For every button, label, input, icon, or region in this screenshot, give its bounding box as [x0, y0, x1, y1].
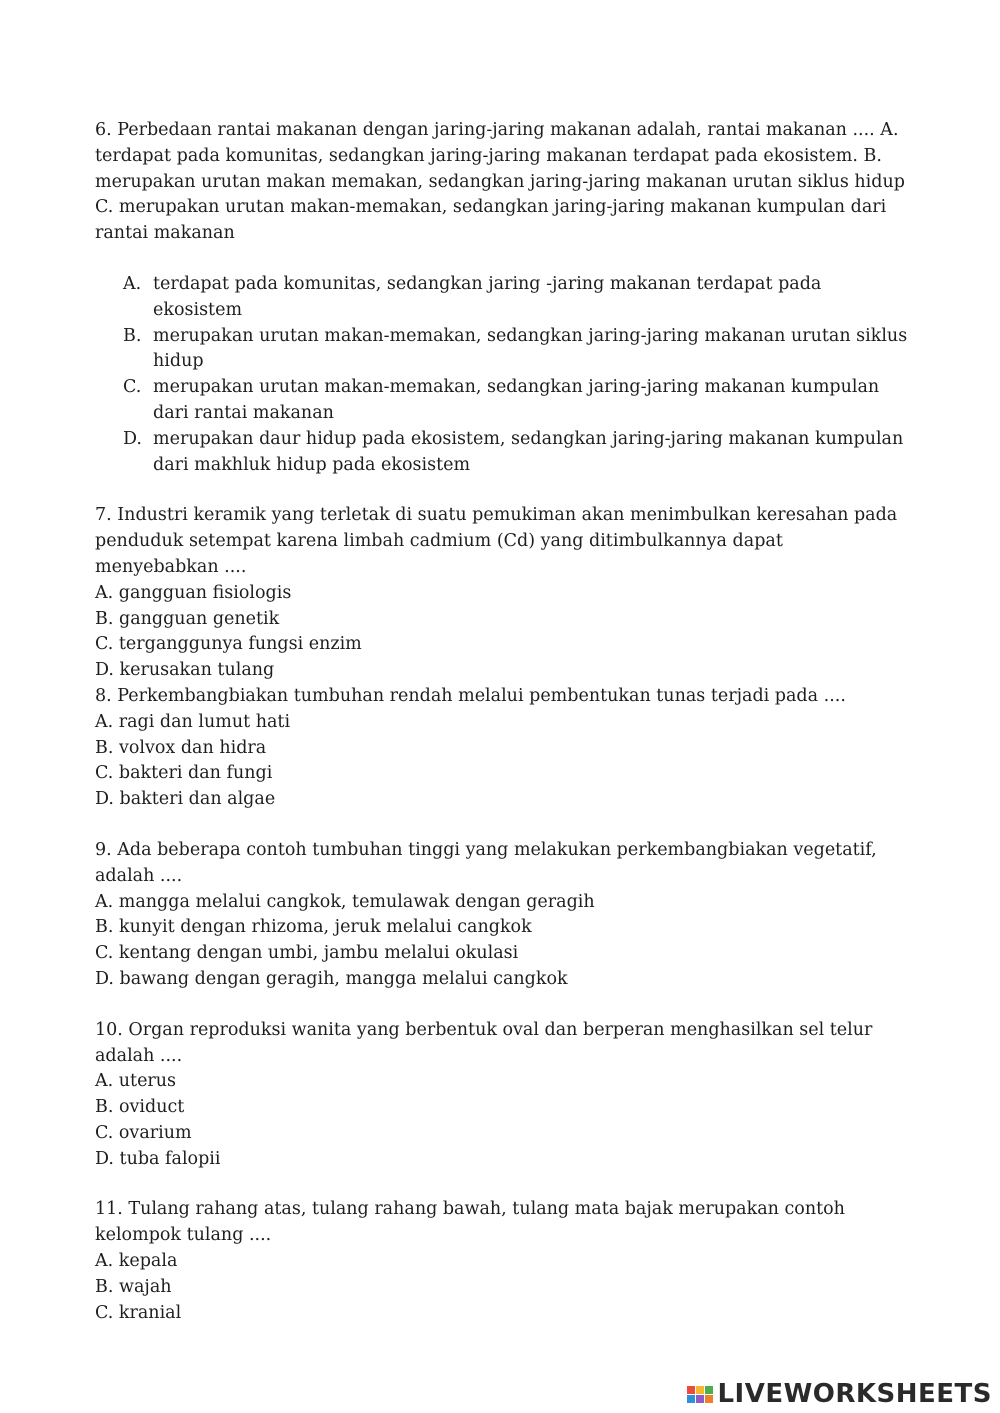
question-10-option-b[interactable]: B. oviduct — [95, 1097, 185, 1118]
logo-tile — [687, 1395, 695, 1403]
option-letter: B. — [123, 325, 142, 346]
question-7-option-d[interactable]: D. kerusakan tulang — [95, 660, 275, 681]
logo-tile — [705, 1386, 713, 1394]
question-7-option-b[interactable]: B. gangguan genetik — [95, 608, 280, 629]
logo-tile — [705, 1395, 713, 1403]
question-9-option-a[interactable]: A. mangga melalui cangkok, temulawak dengan geragih — [95, 891, 595, 912]
question-9-text: 9. Ada beberapa contoh tumbuhan tinggi yang melakukan perkembangbiakan vegetatif, adalah .... — [95, 839, 877, 886]
question-11-option-a[interactable]: A. kepala — [95, 1251, 178, 1272]
question-8-option-d[interactable]: D. bakteri dan algae — [95, 789, 276, 810]
option-item[interactable] — [123, 375, 910, 427]
option-text: terdapat pada komunitas, sedangkan jaring -jaring makanan terdapat pada ekosistem — [153, 273, 822, 320]
option-letter: D. — [123, 428, 142, 449]
question-7-text: 7. Industri keramik yang terletak di suatu pemukiman akan menimbulkan keresahan pada penduduk setempat karena limbah cadmium (Cd) yang ditimbulkannya dapat menyebabkan .... — [95, 505, 898, 577]
question-7-option-a[interactable]: A. gangguan fisiologis — [95, 582, 292, 603]
question-9-option-d[interactable]: D. bawang dengan geragih, mangga melalui cangkok — [95, 968, 568, 989]
question-10-option-d[interactable]: D. tuba falopii — [95, 1148, 221, 1169]
question-10-option-c[interactable]: C. ovarium — [95, 1122, 192, 1143]
worksheet-content — [95, 118, 910, 1326]
question-6-options — [95, 272, 910, 478]
option-letter: C. — [123, 377, 142, 398]
question-11-text: 11. Tulang rahang atas, tulang rahang bawah, tulang mata bajak merupakan contoh kelompok tulang .... — [95, 1199, 845, 1246]
question-9-option-b[interactable]: B. kunyit dengan rhizoma, jeruk melalui cangkok — [95, 917, 532, 938]
question-8-option-c[interactable]: C. bakteri dan fungi — [95, 763, 273, 784]
liveworksheets-logo-icon — [687, 1386, 713, 1403]
question-10-option-a[interactable]: A. uterus — [95, 1071, 177, 1092]
question-8-option-b[interactable]: B. volvox dan hidra — [95, 737, 267, 758]
liveworksheets-logo — [687, 1379, 992, 1409]
option-item[interactable] — [123, 272, 910, 324]
option-item[interactable] — [123, 427, 910, 479]
question-6-text: 6. Perbedaan rantai makanan dengan jaring-jaring makanan adalah, rantai makanan .... A. terdapat pada komunitas, sedangkan jaring-jaring makanan terdapat pada ekosistem. B. merupakan urutan makan memakan, sedangkan jaring-jaring makanan urutan siklus hidup C. merupakan urutan makan-memakan, sedangkan jaring-jaring makanan kumpulan dari rantai makanan — [95, 120, 905, 244]
liveworksheets-brand: LIVEWORKSHEETS — [717, 1379, 992, 1409]
question-10-text: 10. Organ reproduksi wanita yang berbentuk oval dan berperan menghasilkan sel telur adalah .... — [95, 1019, 873, 1066]
option-text: merupakan urutan makan-memakan, sedangkan jaring-jaring makanan kumpulan dari rantai makanan — [153, 377, 880, 423]
question-7-option-c[interactable]: C. terganggunya fungsi enzim — [95, 634, 362, 655]
question-11-option-c[interactable]: C. kranial — [95, 1302, 182, 1323]
logo-tile — [687, 1386, 695, 1394]
question-9-option-c[interactable]: C. kentang dengan umbi, jambu melalui okulasi — [95, 943, 519, 964]
option-text: merupakan urutan makan-memakan, sedangkan jaring-jaring makanan urutan siklus hidup — [153, 325, 908, 372]
option-letter: A. — [123, 273, 142, 294]
logo-tile — [696, 1386, 704, 1394]
logo-tile — [696, 1395, 704, 1403]
question-8-option-a[interactable]: A. ragi dan lumut hati — [95, 711, 291, 732]
option-text: merupakan daur hidup pada ekosistem, sedangkan jaring-jaring makanan kumpulan dari makhluk hidup pada ekosistem — [153, 428, 904, 475]
question-8-text: 8. Perkembangbiakan tumbuhan rendah melalui pembentukan tunas terjadi pada .... — [95, 685, 846, 706]
option-item[interactable] — [123, 324, 910, 376]
question-11-option-b[interactable]: B. wajah — [95, 1276, 172, 1297]
